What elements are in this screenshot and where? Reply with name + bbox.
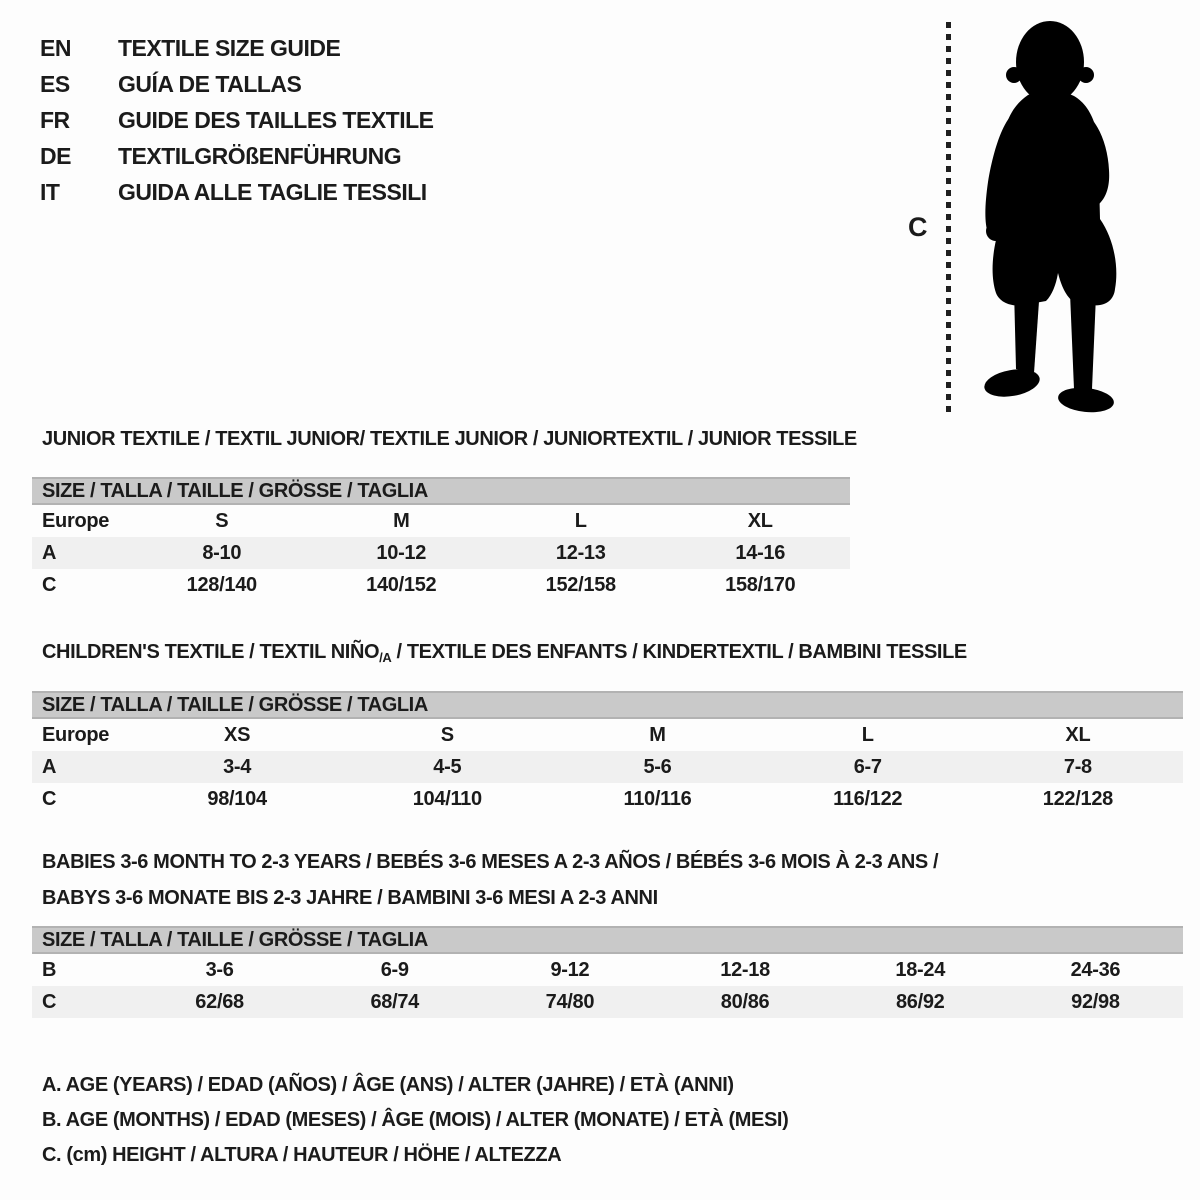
lang-code: FR [40, 106, 70, 133]
table-cell: 9-12 [550, 958, 590, 981]
table-cell: 140/152 [366, 573, 437, 596]
table-cell: 74/80 [545, 990, 595, 1013]
size-header-band: SIZE / TALLA / TAILLE / GRÖSSE / TAGLIA [32, 926, 1183, 954]
table-cell: 12-18 [720, 958, 770, 981]
lang-label: TEXTILE SIZE GUIDE [118, 34, 341, 61]
table-cell: 122/128 [1042, 787, 1113, 810]
title-subscript: /A [379, 650, 392, 665]
row-label: C [42, 787, 57, 810]
junior-textile-section [32, 428, 857, 601]
table-cell: 98/104 [207, 787, 267, 810]
lang-row-en [40, 30, 434, 66]
table-row-height [32, 569, 850, 601]
table-cell: 152/158 [545, 573, 616, 596]
table-row-europe [32, 719, 1183, 751]
lang-row-de [40, 138, 434, 174]
table-cell: XL [747, 509, 773, 532]
table-row-height [32, 986, 1183, 1018]
legend-height-cm: C. (cm) HEIGHT / ALTURA / HAUTEUR / HÖHE / ALTEZZA [42, 1144, 562, 1166]
title-part: CHILDREN'S TEXTILE / TEXTIL NIÑO [42, 641, 380, 663]
table-cell: 80/86 [720, 990, 770, 1013]
height-measure-label: C [908, 212, 928, 242]
babies-title-line1: BABIES 3-6 MONTH TO 2-3 YEARS / BEBÉS 3-6 MESES A 2-3 AÑOS / BÉBÉS 3-6 MOIS À 2-3 ANS / [42, 851, 939, 873]
table-cell: 10-12 [376, 541, 427, 564]
table-cell: L [574, 509, 587, 532]
table-cell: 86/92 [895, 990, 945, 1013]
table-cell: 104/110 [412, 787, 482, 810]
table-cell: M [649, 723, 666, 746]
measure-legend [42, 1068, 788, 1173]
table-cell: 18-24 [895, 958, 946, 981]
row-label: B [42, 958, 57, 981]
table-cell: 158/170 [725, 573, 796, 596]
table-cell: 5-6 [643, 755, 672, 778]
lang-code: DE [40, 142, 71, 169]
lang-label: TEXTILGRÖßENFÜHRUNG [118, 142, 402, 169]
lang-row-fr [40, 102, 434, 138]
junior-section-title: JUNIOR TEXTILE / TEXTIL JUNIOR/ TEXTILE JUNIOR / JUNIORTEXTIL / JUNIOR TESSILE [42, 428, 857, 450]
table-cell: XS [224, 723, 251, 746]
table-cell: 12-13 [555, 541, 606, 564]
legend-age-years: A. AGE (YEARS) / EDAD (AÑOS) / ÂGE (ANS) / ALTER (JAHRE) / ETÀ (ANNI) [42, 1074, 734, 1096]
legend-age-months: B. AGE (MONTHS) / EDAD (MESES) / ÂGE (MOIS) / ALTER (MONATE) / ETÀ (MESI) [42, 1109, 789, 1131]
table-cell: 14-16 [735, 541, 786, 564]
lang-code: IT [40, 178, 60, 205]
lang-code: ES [40, 70, 70, 97]
title-part: / TEXTILE DES ENFANTS / KINDERTEXTIL / BAMBINI TESSILE [391, 641, 967, 663]
lang-label: GUIDE DES TAILLES TEXTILE [118, 106, 434, 133]
table-cell: 68/74 [370, 990, 420, 1013]
table-cell: 6-7 [853, 755, 882, 778]
table-cell: 3-4 [223, 755, 252, 778]
table-row-age [32, 751, 1183, 783]
table-cell: L [861, 723, 874, 746]
row-label: C [42, 573, 57, 596]
table-cell: 8-10 [202, 541, 242, 564]
babies-section-title [32, 844, 1183, 916]
babies-size-table [32, 926, 1183, 1018]
table-cell: 92/98 [1071, 990, 1120, 1013]
row-label: A [42, 755, 57, 778]
childrens-textile-section [32, 641, 1183, 815]
childrens-section-title [32, 641, 1183, 665]
babies-title-line2: BABYS 3-6 MONATE BIS 2-3 JAHRE / BAMBINI 3-6 MESI A 2-3 ANNI [42, 887, 658, 909]
table-cell: 62/68 [195, 990, 244, 1013]
lang-label: GUIDA ALLE TAGLIE TESSILI [118, 178, 427, 205]
table-row-height [32, 783, 1183, 815]
table-row-age [32, 537, 850, 569]
table-cell: S [215, 509, 229, 532]
table-row-europe [32, 505, 850, 537]
table-cell: M [393, 509, 410, 532]
lang-row-it [40, 174, 434, 210]
babies-textile-section [32, 844, 1183, 1018]
lang-code: EN [40, 34, 71, 61]
row-label: Europe [42, 509, 110, 532]
size-header-band: SIZE / TALLA / TAILLE / GRÖSSE / TAGLIA [32, 691, 1183, 719]
lang-row-es [40, 66, 434, 102]
table-cell: 24-36 [1070, 958, 1121, 981]
table-cell: 3-6 [205, 958, 234, 981]
table-cell: 116/122 [833, 787, 903, 810]
lang-label: GUÍA DE TALLAS [118, 70, 302, 97]
table-cell: 4-5 [433, 755, 462, 778]
childrens-size-table [32, 691, 1183, 815]
table-cell: S [440, 723, 454, 746]
baby-figure [900, 0, 1200, 430]
size-header-band: SIZE / TALLA / TAILLE / GRÖSSE / TAGLIA [32, 477, 850, 505]
table-cell: XL [1065, 723, 1091, 746]
table-cell: 6-9 [380, 958, 409, 981]
table-cell: 128/140 [186, 573, 257, 596]
table-row-months [32, 954, 1183, 986]
language-title-list [40, 30, 434, 210]
row-label: Europe [42, 723, 110, 746]
height-measure-dotted-line [946, 22, 951, 414]
table-cell: 110/116 [623, 787, 692, 810]
baby-silhouette-icon [962, 16, 1142, 418]
row-label: C [42, 990, 57, 1013]
table-cell: 7-8 [1063, 755, 1092, 778]
junior-size-table [32, 477, 850, 601]
row-label: A [42, 541, 57, 564]
